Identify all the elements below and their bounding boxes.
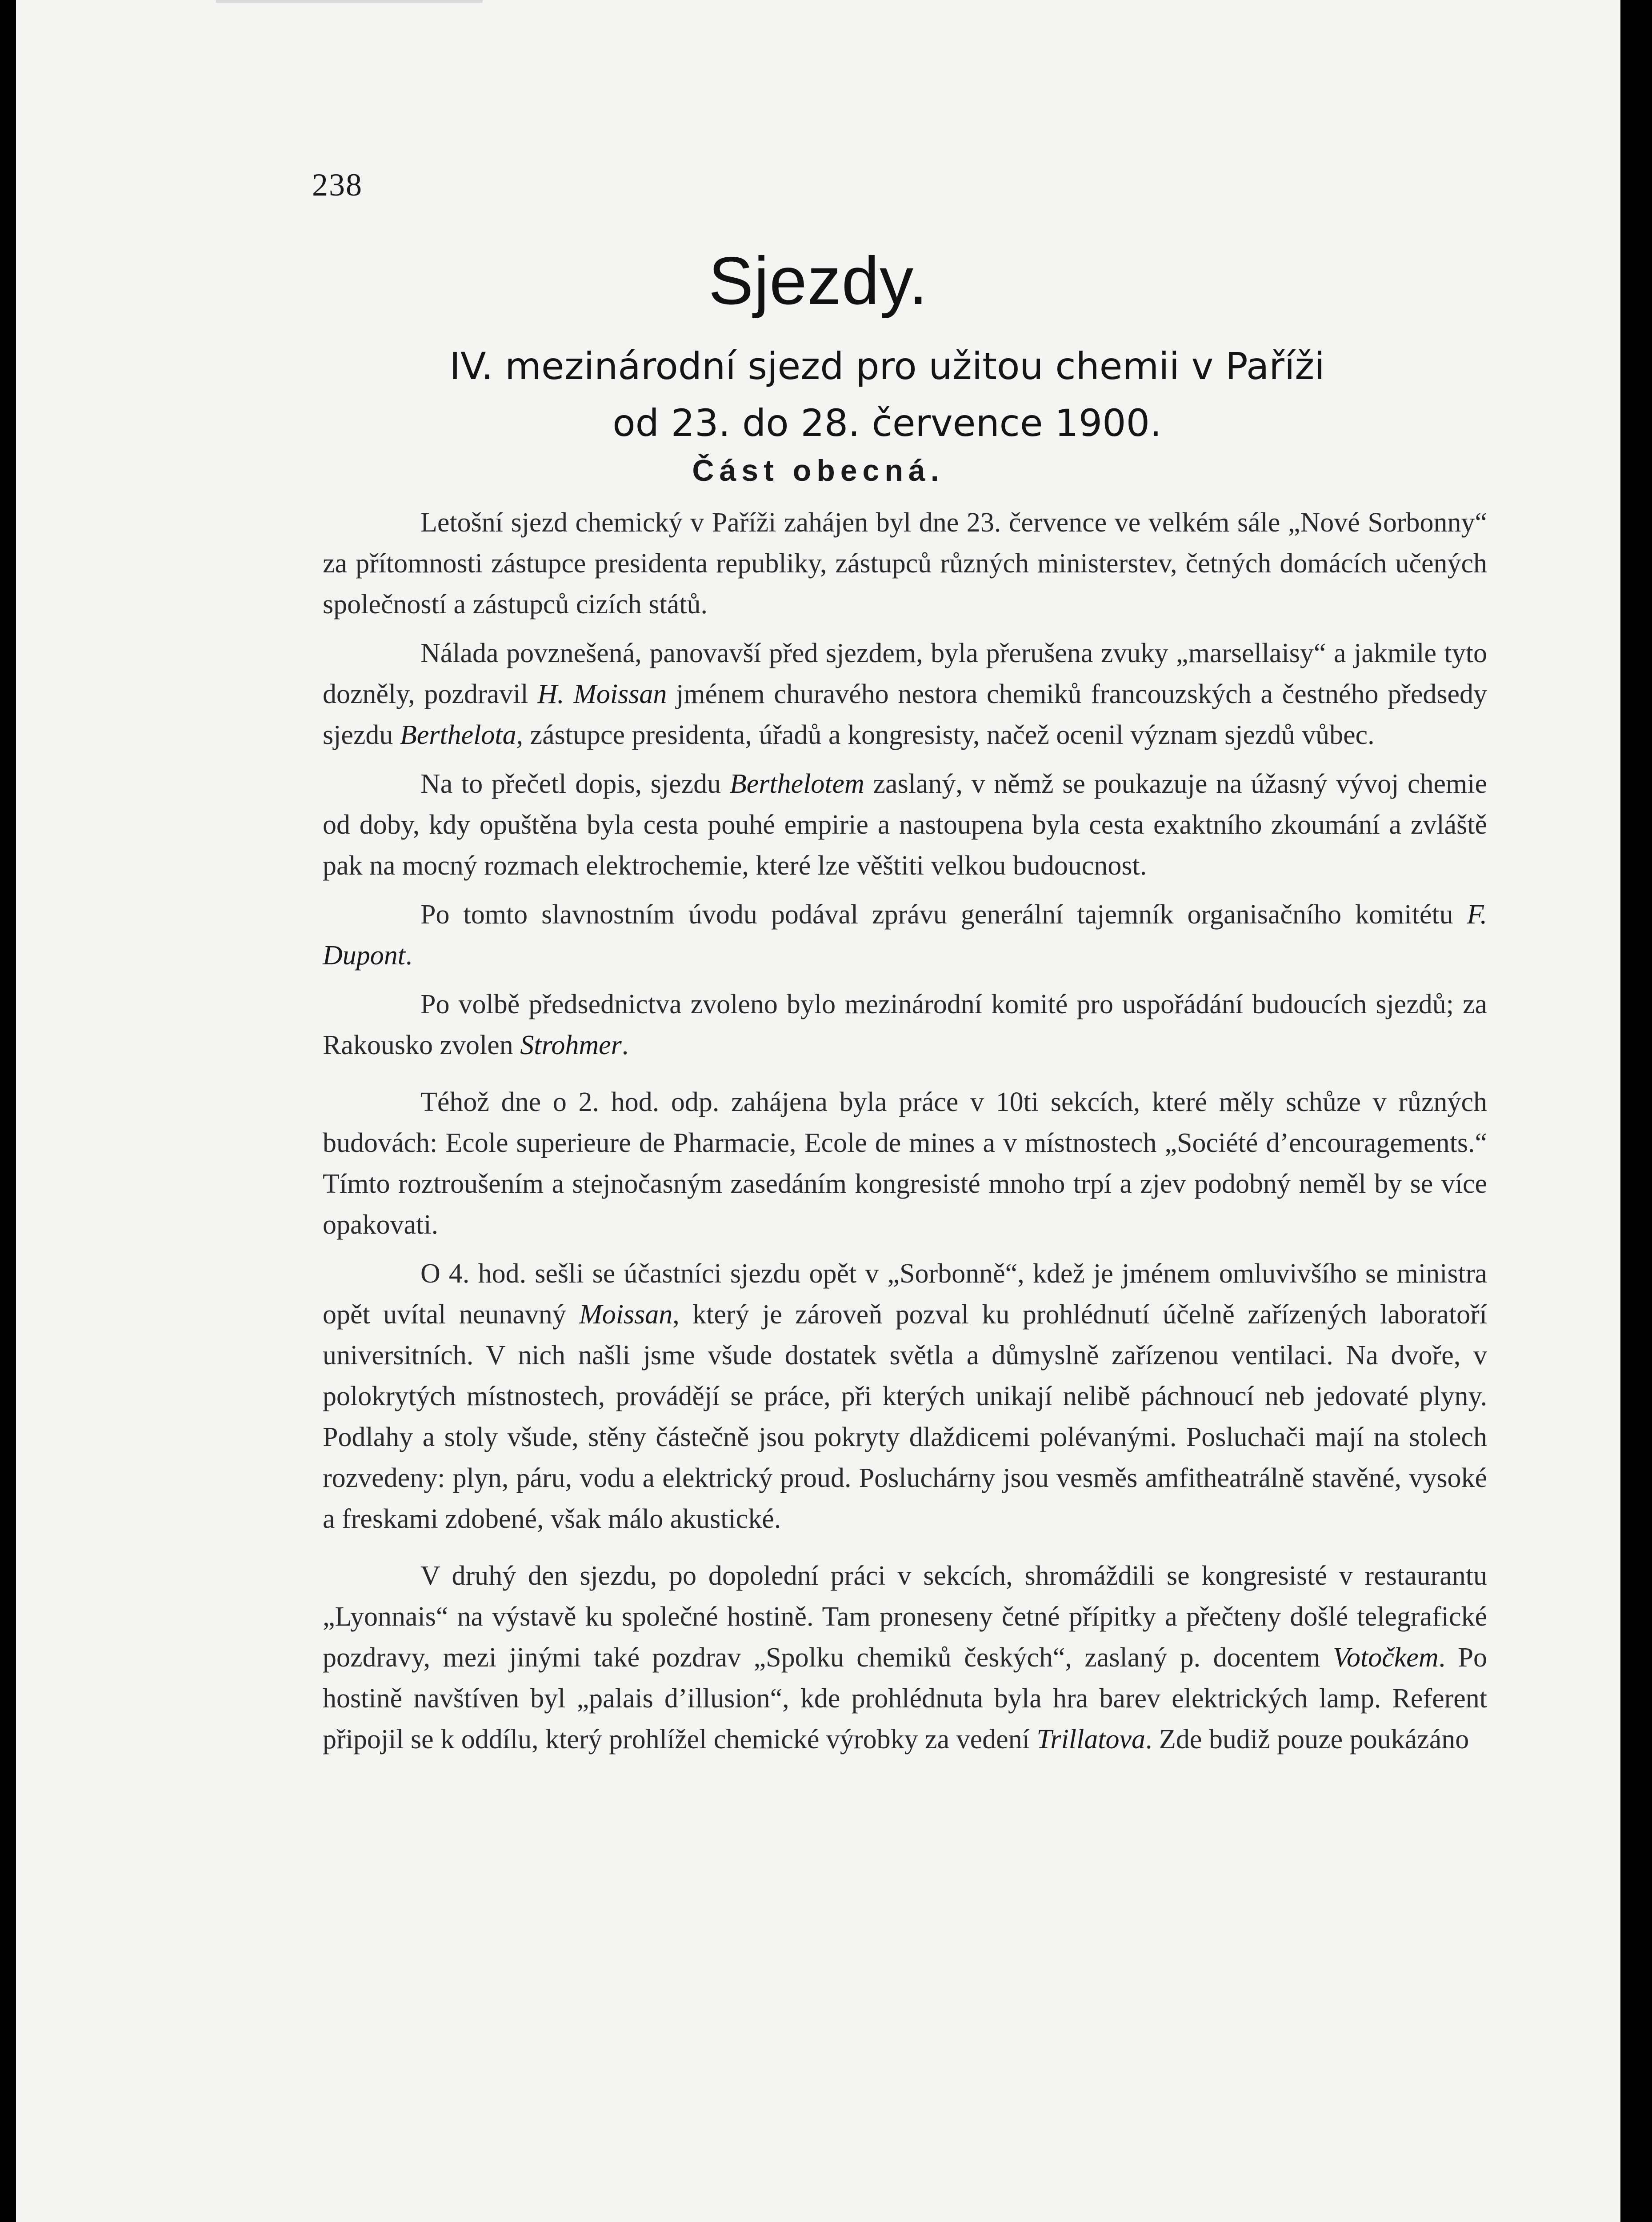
part-title: Část obecná. [692, 454, 944, 488]
section-title: Sjezdy. [708, 243, 928, 319]
paragraph [323, 633, 1487, 755]
paragraph-text: . Zde budiž pouze poukázáno [1145, 1724, 1469, 1754]
article-title-line: IV. mezinárodní sjezd pro užitou chemii v Paříži [449, 344, 1325, 388]
paragraph-text: Nálada povznešená, panovavší před sjezdem, byla přerušena zvuky „marsellaisy“ a jakmile tyto dozněly, pozdravil [323, 638, 1487, 709]
scan-edge-mark [216, 0, 483, 3]
scan-border [1620, 0, 1652, 2222]
italic-name: F. Dupont [323, 899, 1487, 971]
article-body [323, 502, 1487, 1760]
italic-name: Moissan [579, 1299, 673, 1330]
paragraph [323, 1082, 1487, 1245]
paragraph-text: zaslaný, v němž se poukazuje na úžasný vývoj chemie od doby, kdy opuštěna byla cesta pouhé empirie a nastoupena byla cesta exaktního zkoumání a zvláště pak na mocný rozmach elektrochemie, které lze věštiti velkou budoucnost. [323, 769, 1487, 881]
italic-name: Trillatova [1036, 1724, 1145, 1754]
paragraph [323, 1253, 1487, 1539]
article-title [283, 338, 1492, 452]
italic-name: Strohmer [520, 1030, 622, 1060]
paragraph-text: Téhož dne o 2. hod. odp. zahájena byla práce v 10ti sekcích, které měly schůze v různých budovách: Ecole superieure de Pharmacie, Ecole de mines a v místnostech „Société d’encouragements.“ Tímto roztroušením a stejnočasným zasedáním kongresisté mnoho trpí a zjev podobný neměl by se více opakovati. [323, 1087, 1487, 1240]
paragraph-text: Letošní sjezd chemický v Paříži zahájen byl dne 23. července ve velkém sále „Nové Sorbonny“ za přítomnosti zástupce presidenta republiky, zástupců různých ministerstev, četných domácích učených společností a zástupců cizích států. [323, 508, 1487, 619]
paragraph-text: Po volbě předsednictva zvoleno bylo mezinárodní komité pro uspořádání budoucích sjezdů; za Rakousko zvolen [323, 989, 1487, 1060]
italic-name: H. Moissan [537, 679, 667, 709]
paragraph [323, 1555, 1487, 1760]
paragraph-text: . [621, 1030, 629, 1060]
paragraph [323, 894, 1487, 976]
italic-name: Berthelota [400, 720, 516, 750]
paragraph [323, 502, 1487, 625]
paragraph [323, 984, 1487, 1066]
italic-name: Berthelotem [729, 769, 864, 799]
paragraph-text: , který je zároveň pozval ku prohlédnutí účelně zařízených laboratoří universitních. V nich našli jsme všude dostatek světla a důmyslně zařízenou ventilaci. Na dvoře, v polokrytých místnostech, provádějí se práce, při kterých unikají nelibě páchnoucí neb jedovaté plyny. Podlahy a stoly všude, stěny částečně jsou pokryty dlaždicemi polévanými. Posluchači mají na stolech rozvedeny: plyn, páru, vodu a elektrický proud. Posluchárny jsou vesměs amfitheatrálně stavěné, vysoké a freskami zdobené, však málo akustické. [323, 1299, 1487, 1534]
scanned-page [16, 0, 1620, 2222]
paragraph-text: Na to přečetl dopis, sjezdu [420, 769, 730, 799]
paragraph-text: jménem churavého nestora chemiků francouzských a čestného předsedy sjezdu [323, 679, 1487, 750]
paragraph-text: . [405, 940, 412, 971]
italic-name: Votočkem [1333, 1643, 1439, 1673]
paragraph-text: O 4. hod. sešli se účastníci sjezdu opět v „Sorbonně“, kdež je jménem omluvivšího se ministra opět uvítal neunavný [323, 1259, 1487, 1330]
paragraph-text: . Po hostině navštíven byl „palais d’illusion“, kde prohlédnuta byla hra barev elektrických lamp. Referent připojil se k oddílu, který prohlížel chemické výrobky za vedení [323, 1643, 1488, 1754]
article-title-line: od 23. do 28. července 1900. [612, 401, 1162, 445]
page-number: 238 [312, 167, 363, 203]
paragraph-text: Po tomto slavnostním úvodu podával zprávu generální tajemník organisačního komitétu [420, 899, 1467, 930]
paragraph [323, 763, 1487, 886]
paragraph-text: , zástupce presidenta, úřadů a kongresisty, načež ocenil význam sjezdů vůbec. [516, 720, 1375, 750]
paragraph-text: V druhý den sjezdu, po dopolední práci v sekcích, shromáždili se kongresisté v restaurantu „Lyonnais“ na výstavě ku společné hostině. Tam proneseny četné přípitky a přečteny došlé telegrafické pozdravy, mezi jinými také pozdrav „Spolku chemiků českých“, zaslaný p. docentem [323, 1561, 1487, 1673]
